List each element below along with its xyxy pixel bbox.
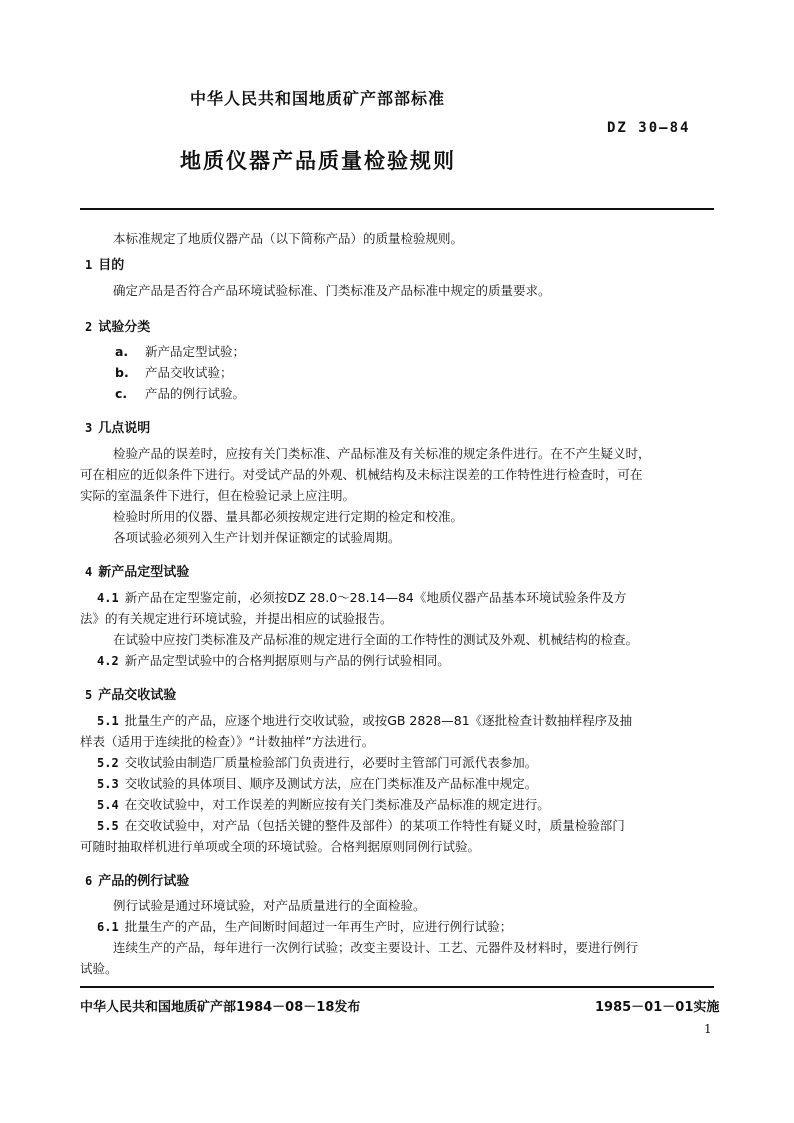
list-marker: b.	[115, 365, 129, 380]
clause-text: 交收试验的具体项目、顺序及测试方法，应在门类标准及产品标准中规定。	[124, 776, 538, 791]
section-number: 1	[85, 258, 93, 272]
clause-text: 在交收试验中，对产品（包括关键的整件及部件）的某项工作特性有疑义时，质量检验部门	[124, 818, 625, 833]
issue-date: 中华人民共和国地质矿产部1984－08－18发布	[80, 1000, 361, 1015]
document-title: 地质仪器产品质量检验规则	[180, 149, 456, 173]
clause-text: 批量生产的产品，生产间断时间超过一年再生产时，应进行例行试验；	[124, 919, 513, 934]
paragraph-line: 实际的室温条件下进行，但在检验记录上应注明。	[80, 488, 356, 503]
clause-number: 5.5	[97, 819, 119, 833]
section-number: 2	[85, 320, 93, 334]
clause-number: 4.1	[97, 591, 119, 605]
paragraph-line: 各项试验必须列入生产计划并保证额定的试验周期。	[113, 530, 401, 545]
clause-number: 4.2	[97, 654, 119, 668]
clause-text: 新产品在定型鉴定前，必须按DZ 28.0～28.14—84《地质仪器产品基本环境试验条件及方	[124, 590, 627, 605]
clause-text: 在交收试验中，对工作误差的判断应按有关门类标准及产品标准的规定进行。	[124, 797, 550, 812]
clause-number: 5.4	[97, 798, 119, 812]
paragraph-line: 试验。	[80, 961, 118, 976]
list-text: 产品交收试验；	[145, 365, 233, 380]
page-number: 1	[704, 1022, 712, 1036]
list-item	[115, 341, 245, 362]
clause-4-1	[97, 587, 626, 609]
section-6-heading	[85, 870, 189, 889]
paragraph-line: 可随时抽取样机进行单项或全项的环境试验。合格判据原则同例行试验。	[80, 839, 481, 854]
paragraph-line: 检验产品的误差时，应按有关门类标准、产品标准及有关标准的规定条件进行。在不产生疑义时，	[113, 446, 651, 461]
section-number: 3	[85, 421, 93, 435]
section-2-heading	[85, 316, 150, 335]
clause-5-4	[97, 794, 550, 816]
section-title: 新产品定型试验	[98, 565, 190, 580]
paragraph-line: 法》的有关规定进行环境试验，并提出相应的试验报告。	[80, 611, 393, 626]
section-title: 目的	[98, 258, 125, 273]
paragraph-line: 检验时所用的仪器、量具都必须按规定进行定期的检定和校准。	[113, 509, 464, 524]
clause-number: 5.1	[97, 714, 119, 728]
effective-date: 1985－01－01实施	[595, 1000, 720, 1015]
paragraph-line: 连续生产的产品，每年进行一次例行试验；改变主要设计、工艺、元器件及材料时，要进行例行	[113, 940, 639, 955]
clause-text: 新产品定型试验中的合格判据原则与产品的例行试验相同。	[124, 653, 450, 668]
list-text: 新产品定型试验；	[145, 344, 246, 359]
clause-number: 6.1	[97, 920, 119, 934]
intro-paragraph: 本标准规定了地质仪器产品（以下简称产品）的质量检验规则。	[113, 231, 464, 246]
list-marker: c.	[115, 386, 128, 401]
clause-5-2	[97, 752, 537, 774]
paragraph-line: 在试验中应按门类标准及产品标准的规定进行全面的工作特性的测试及外观、机械结构的检查。	[113, 632, 639, 647]
section-title: 产品交收试验	[98, 688, 177, 703]
clause-5-5	[97, 815, 625, 837]
clause-5-1	[97, 710, 632, 732]
list-item	[115, 362, 233, 383]
section-number: 4	[85, 565, 93, 579]
section-number: 6	[85, 874, 93, 888]
header-divider	[80, 208, 714, 210]
section-5-heading	[85, 684, 176, 703]
issuing-authority-title: 中华人民共和国地质矿产部部标准	[190, 89, 446, 108]
paragraph-line: 可在相应的近似条件下进行。对受试产品的外观、机械结构及未标注误差的工作特性进行检查时，可在	[80, 467, 643, 482]
standard-code: DZ 30—84	[607, 120, 691, 136]
section-3-heading	[85, 417, 150, 436]
section-number: 5	[85, 688, 93, 702]
section-1-heading	[85, 254, 124, 273]
paragraph-line: 样表（适用于连续批的检查）》“计数抽样”方法进行。	[80, 734, 375, 749]
clause-text: 批量生产的产品，应逐个地进行交收试验，或按GB 2828—81《逐批检查计数抽样程序及抽	[124, 713, 633, 728]
list-item	[115, 383, 245, 404]
section-1-body: 确定产品是否符合产品环境试验标准、门类标准及产品标准中规定的质量要求。	[113, 283, 551, 298]
section-4-heading	[85, 561, 189, 580]
clause-number: 5.2	[97, 756, 119, 770]
section-title: 几点说明	[98, 421, 151, 436]
list-marker: a.	[115, 344, 129, 359]
clause-number: 5.3	[97, 777, 119, 791]
footer-divider	[80, 986, 714, 988]
clause-5-3	[97, 773, 537, 795]
paragraph-line: 例行试验是通过环境试验，对产品质量进行的全面检验。	[113, 898, 426, 913]
clause-text: 交收试验由制造厂质量检验部门负责进行，必要时主管部门可派代表参加。	[124, 755, 538, 770]
list-text: 产品的例行试验。	[145, 386, 246, 401]
section-title: 试验分类	[98, 320, 151, 335]
section-title: 产品的例行试验	[98, 874, 190, 889]
clause-4-2	[97, 650, 450, 672]
clause-6-1	[97, 916, 512, 938]
